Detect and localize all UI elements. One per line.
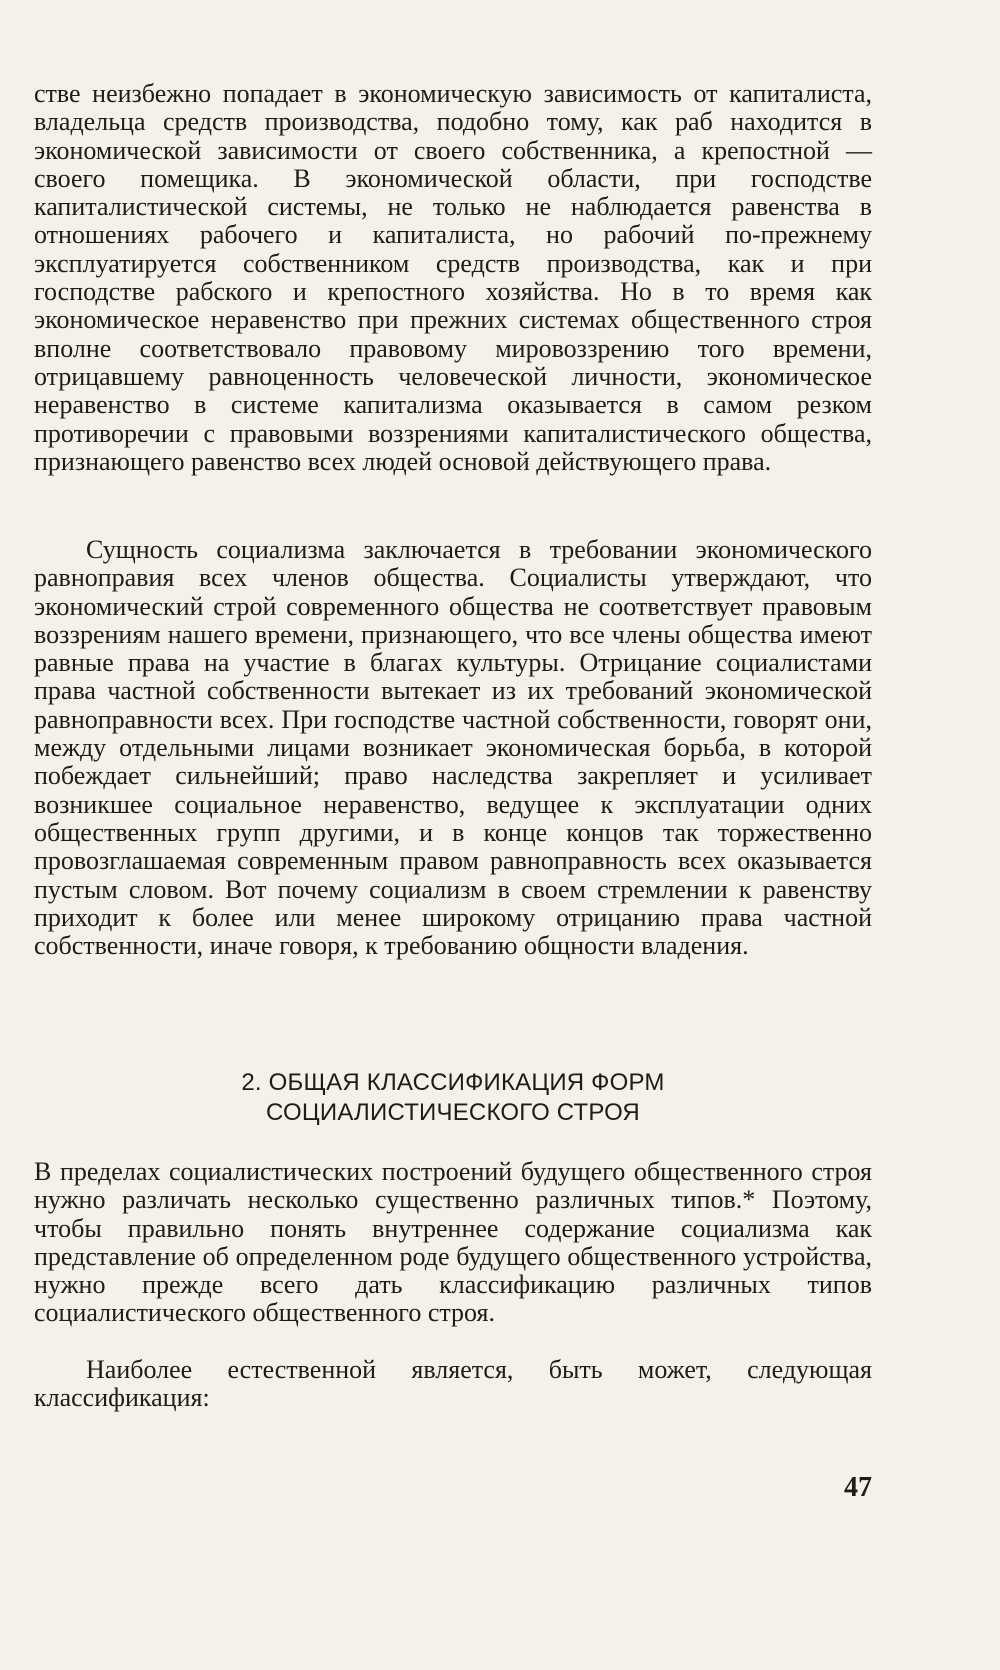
paragraph-types-of-socialism: [34, 1158, 872, 1328]
section-heading-line-2: СОЦИАЛИСТИЧЕСКОГО СТРОЯ: [266, 1099, 640, 1126]
paragraph-text: Сущность социализма заключается в требовании экономического равноправия всех членов общества. Социалисты утверждают, что экономический строй современного общества не соответствует правовым воззрениям нашего времени, признающего, что все члены общества имеют равные права на участие в благах культуры. Отрицание социалистами права частной собственности вытекает из их требований экономической равноправности всех. При господстве частной собственности, говорят они, между отдельными лицами возникает экономическая борьба, в которой побеждает сильнейший; право наследства закрепляет и усиливает возникшее социальное неравенство, ведущее к эксплуатации одних общественных групп другими, и в конце концов так торжественно провозглашаемая современным правом равноправность всех оказывается пустым словом. Вот почему социализм в своем стремлении к равенству приходит к более или менее широкому отрицанию права частной собственности, иначе говоря, к требованию общности владения.: [34, 535, 872, 961]
section-heading-line-1: 2. ОБЩАЯ КЛАССИФИКАЦИЯ ФОРМ: [241, 1069, 665, 1096]
paragraph-text: Наиболее естественной является, быть может, следующая классификация:: [34, 1355, 872, 1413]
paragraph-text: стве неизбежно попадает в экономическую зависимость от капиталиста, владельца средств производства, подобно тому, как раб находится в экономической зависимости от своего собственника, а крепостной — своего помещика. В экономической области, при господстве капиталистической системы, не только не наблюдается равенства в отношениях рабочего и капиталиста, но рабочий по-прежнему эксплуатируется собственником средств производства, как и при господстве рабского и крепостного хозяйства. Но в то время как экономическое неравенство при прежних системах общественного строя вполне соответствовало правовому мировоззрению того времени, отрицавшему равноценность человеческой личности, экономическое неравенство в системе капитализма оказывается в самом резком противоречии с правовыми воззрениями капиталистического общества, признающего равенство всех людей основой действующего права.: [34, 79, 872, 476]
section-heading: [34, 1068, 872, 1128]
paragraph-text: В пределах социалистических построений будущего общественного строя нужно различать несколько существенно различных типов.* Поэтому, чтобы правильно понять внутреннее содержание социализма как представление об определенном роде будущего общественного устройства, нужно прежде всего дать классификацию различных типов социалистического общественного строя.: [34, 1157, 872, 1328]
page-number: 47: [844, 1472, 872, 1503]
paragraph-economic-dependence: [34, 80, 872, 476]
paragraph-natural-classification: [34, 1356, 872, 1413]
paragraph-essence-of-socialism: [34, 536, 872, 960]
